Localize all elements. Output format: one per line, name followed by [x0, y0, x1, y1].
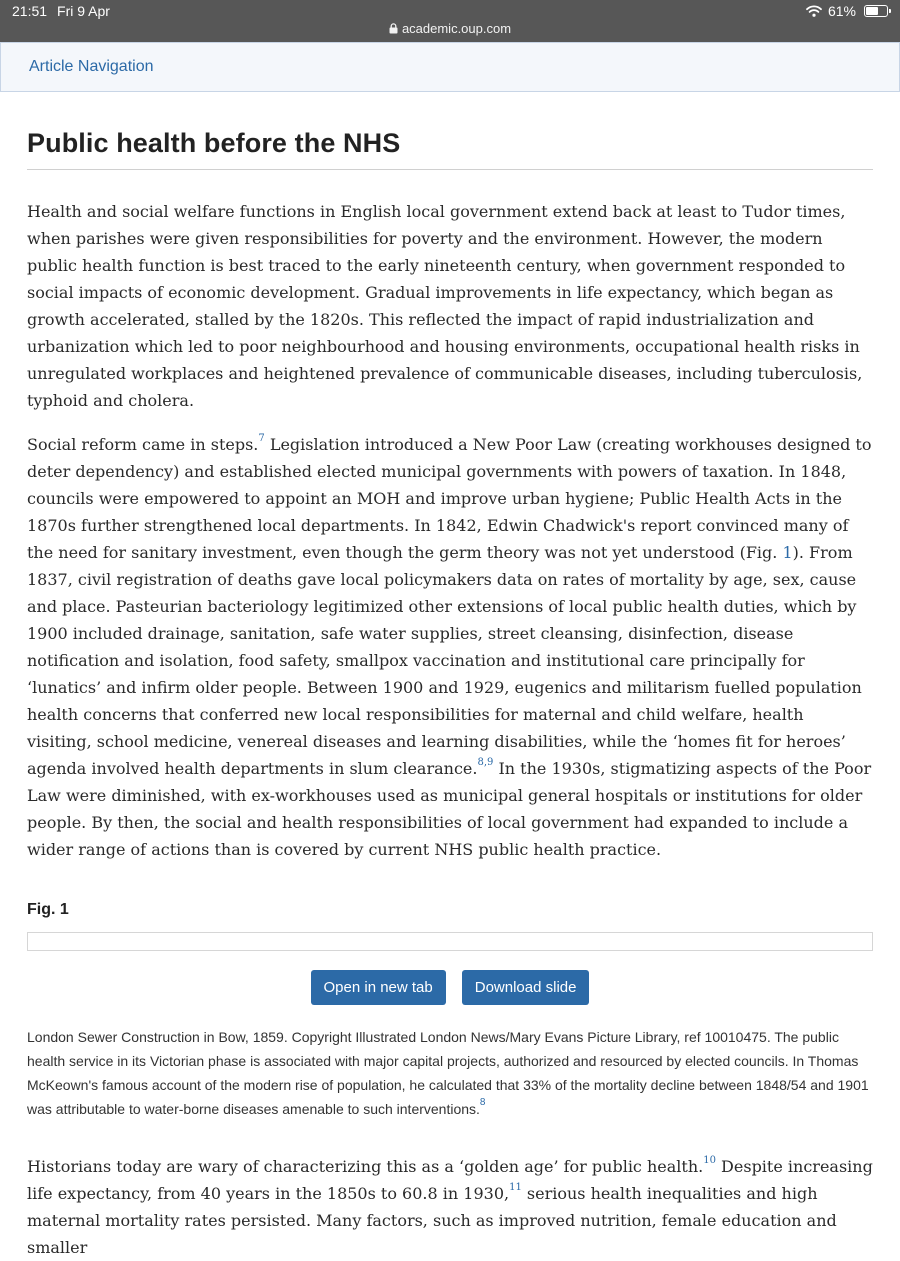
- lock-icon: [389, 23, 398, 34]
- paragraph-3-text-c: serious health inequalities and high maternal mortality rates persisted. Many factors, such as improved nutrition, female education and smaller: [27, 1184, 837, 1257]
- paragraph-2-text-a: Social reform came in steps.: [27, 435, 259, 454]
- download-slide-button[interactable]: Download slide: [462, 970, 590, 1005]
- paragraph-1: Health and social welfare functions in English local government extend back at least to Tudor times, when parishes were given responsibilities for poverty and the environment. However, the modern public health function is best traced to the early nineteenth century, when government responded to social impacts of economic development. Gradual improvements in life expectancy, which began as growth accelerated, stalled by the 1820s. This reflected the impact of rapid industrialization and urbanization which led to poor neighbourhood and housing environments, occupational health risks in unregulated workplaces and heightened prevalence of communicable diseases, including tuberculosis, typhoid and cholera.: [27, 202, 863, 410]
- paragraph-3-text-b: Despite increasing life expectancy, from 40 years in the 1850s to 60.8 in 1930,: [27, 1157, 873, 1203]
- paragraph-2: [27, 431, 873, 863]
- status-time: 21:51: [12, 3, 48, 19]
- article-navigation-link[interactable]: Article Navigation: [29, 58, 154, 75]
- reference-7[interactable]: 7: [258, 433, 265, 444]
- battery-percent: 61%: [827, 3, 856, 19]
- reference-8-9[interactable]: 8,9: [477, 757, 494, 768]
- figure-1-link[interactable]: 1: [782, 543, 793, 562]
- paragraph-3-text-a: Historians today are wary of characterizing this as a ‘golden age’ for public health.: [27, 1157, 704, 1176]
- figure-label: Fig. 1: [27, 901, 69, 918]
- wifi-icon: [806, 5, 822, 17]
- url-text[interactable]: academic.oup.com: [401, 21, 512, 36]
- figure-actions: [27, 970, 873, 1005]
- reference-10[interactable]: 10: [703, 1155, 716, 1166]
- status-date: Fri 9 Apr: [57, 3, 110, 19]
- paragraph-2-text-c: ). From 1837, civil registration of deaths gave local policymakers data on rates of mortality by age, sex, cause and place. Pasteurian bacteriology legitimized other extensions of local public health duties, which by 1900 included drainage, sanitation, safe water supplies, street cleansing, disinfection, disease notification and isolation, food safety, smallpox vaccination and institutional care principally for ‘lunatics’ and infirm older people. Between 1900 and 1929, eugenics and militarism fuelled population health concerns that conferred new local responsibilities for maternal and child welfare, health visiting, school medicine, venereal diseases and learning disabilities, while the ‘homes fit for heroes’ agenda involved health departments in slum clearance.: [27, 543, 862, 778]
- battery-level: [866, 7, 878, 15]
- paragraph-3: [27, 1153, 873, 1261]
- status-indicators: [806, 3, 888, 19]
- figure-caption-text: London Sewer Construction in Bow, 1859. Copyright Illustrated London News/Mary Evans Picture Library, ref 10010475. The public health service in its Victorian phase is associated with major capital projects, authorized and resourced by elected councils. In Thomas McKeown's famous account of the modern rise of population, he calculated that 33% of the mortality decline between 1848/54 and 1901 was attributable to water-borne diseases amenable to such interventions.: [27, 1029, 869, 1117]
- paragraph-2-text-b: Legislation introduced a New Poor Law (creating workhouses designed to deter dependency) and established elected municipal governments with powers of taxation. In 1848, councils were empowered to appoint an MOH and improve urban hygiene; Public Health Acts in the 1870s further strengthened local departments. In 1842, Edwin Chadwick's report convinced many of the need for sanitary investment, even though the germ theory was not yet understood (Fig.: [27, 435, 872, 562]
- figure-caption: [27, 1025, 873, 1121]
- article-content: [27, 128, 873, 1261]
- status-time-date: [12, 3, 110, 19]
- reference-11[interactable]: 11: [509, 1182, 522, 1193]
- battery-icon: [864, 5, 888, 17]
- status-bar: [0, 0, 900, 42]
- paragraph-2-text-d: In the 1930s, stigmatizing aspects of the Poor Law were diminished, with ex-workhouses used as municipal general hospitals or institutions for older people. By then, the social and health responsibilities of local government had expanded to include a wider range of actions than is covered by current NHS public health practice.: [27, 759, 872, 859]
- address-bar[interactable]: [0, 21, 900, 36]
- open-in-new-tab-button[interactable]: Open in new tab: [311, 970, 446, 1005]
- caption-reference-8[interactable]: 8: [479, 1097, 486, 1108]
- page-title: Public health before the NHS: [27, 128, 873, 170]
- figure-image-placeholder[interactable]: [27, 932, 873, 951]
- article-navigation-bar: [0, 42, 900, 92]
